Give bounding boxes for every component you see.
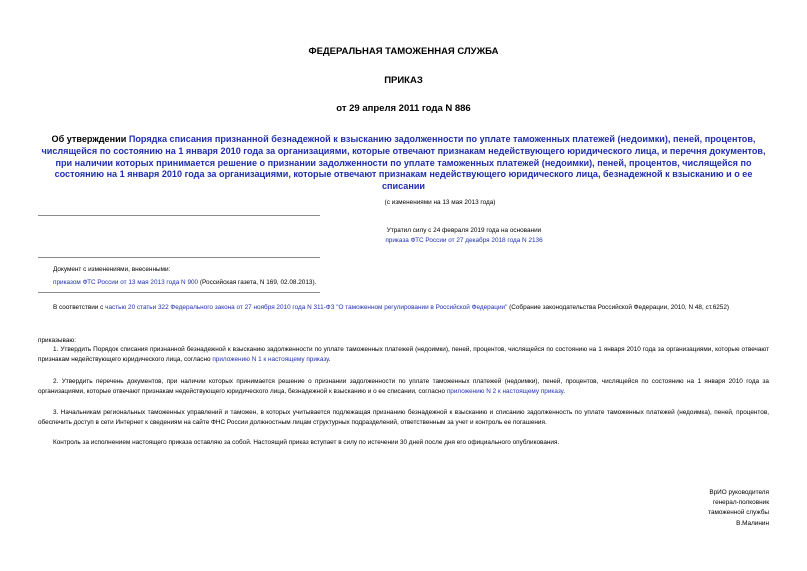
- item-2: [38, 377, 769, 397]
- signature-name: В.Малинин: [736, 519, 769, 527]
- preamble-paragraph: [38, 303, 769, 313]
- item-1-text: 1. Утвердить Порядок списания признанной безнадежной к взысканию задолженности по уплате таможенных платежей (недоимки), пеней, процентов, числящейся по состоянию на 1 января 2010 года за организациями, которые отвечают признакам недействующего юридического лица, согласно: [38, 346, 769, 363]
- divider-3: [38, 292, 320, 293]
- title-link[interactable]: Порядка списания признанной безнадежной к взысканию задолженности по уплате таможенных платежей (недоимки), пеней, процентов, числящейся по состоянию на 1 января 2010 года за организациями, которые отвечают признакам недействующего юридического лица, и перечня документов, при наличии которых принимается решение о признании задолженности по уплате таможенных платежей (недоимки), пеней, процентов, числящейся по состоянию на 1 января 2010 года за организациями, которые отвечают признакам недействующего юридического лица, безнадежной к взысканию и о ее списании: [41, 134, 766, 192]
- doc-type-heading: ПРИКАЗ: [384, 75, 423, 86]
- signature-line3: таможенной службы: [708, 509, 769, 517]
- date-number-heading: от 29 апреля 2011 года N 886: [336, 103, 471, 114]
- control-paragraph: [38, 438, 769, 448]
- control-text: Контроль за исполнением настоящего приказа оставляю за собой. Настоящий приказ вступает в силу по истечении 30 дней после дня его официального опубликования.: [53, 439, 560, 446]
- lost-force-note: [314, 226, 614, 245]
- divider-1: [38, 215, 320, 216]
- amendment-note-line1: Документ с изменениями, внесенными:: [53, 266, 171, 273]
- edition-note: (с изменениями на 13 мая 2013 года): [384, 199, 496, 206]
- item-2-suffix: .: [563, 387, 566, 395]
- amendment-suffix: (Российская газета, N 169, 02.08.2013).: [198, 278, 317, 286]
- lost-force-link[interactable]: приказа ФТС России от 27 декабря 2018 года N 2136: [385, 236, 543, 244]
- agency-heading: ФЕДЕРАЛЬНАЯ ТАМОЖЕННАЯ СЛУЖБА: [308, 46, 499, 57]
- item-1-suffix: .: [328, 355, 331, 363]
- item-2-link[interactable]: приложению N 2 к настоящему приказу: [446, 387, 564, 395]
- order-word: приказываю:: [38, 337, 76, 344]
- lost-force-text: Утратил силу с 24 февраля 2019 года на основании: [386, 227, 542, 234]
- preamble-link[interactable]: частью 20 статьи 322 Федерального закона от 27 ноября 2010 года N 311-ФЗ "О таможенном регулировании в Российской Федерации": [105, 304, 508, 311]
- preamble-suffix: (Собрание законодательства Российской Федерации, 2010, N 48, ст.6252): [507, 304, 730, 311]
- item-2-text: 2. Утвердить перечень документов, при наличии которых принимается решение о признании задолженности по уплате таможенных платежей (недоимки), пеней, процентов, числящейся по состоянию на 1 января 2010 года за организациями, которые отвечают признакам недействующего юридического лица, безнадежной к взысканию и о ее списании, согласно: [38, 378, 769, 395]
- document-title: [38, 134, 769, 193]
- preamble-prefix: В соответствии с: [53, 304, 106, 311]
- signature-block: [569, 488, 769, 529]
- signature-line1: ВрИО руководителя: [709, 489, 769, 496]
- divider-2: [38, 257, 320, 258]
- amendment-link[interactable]: приказом ФТС России от 13 мая 2013 года N 900: [53, 278, 199, 286]
- title-prefix: Об утверждении: [51, 134, 129, 144]
- amendment-note: [53, 265, 573, 287]
- item-1: [38, 345, 769, 365]
- item-1-link[interactable]: приложению N 1 к настоящему приказу: [212, 355, 329, 363]
- item-3-text: 3. Начальникам региональных таможенных управлений и таможен, в которых учитывается подлежащая признанию безнадежной к взысканию и списанию задолженность по уплате таможенных платежей (недоимка), пеней, процентов, обеспечить доступ в сети Интернет к сведениям на сайте ФНС России должностным лицам структурных подразделений, ответственным за учет и контроль ее погашения.: [38, 409, 769, 426]
- signature-line2: генерал-полковник: [712, 499, 769, 507]
- item-3: [38, 408, 769, 428]
